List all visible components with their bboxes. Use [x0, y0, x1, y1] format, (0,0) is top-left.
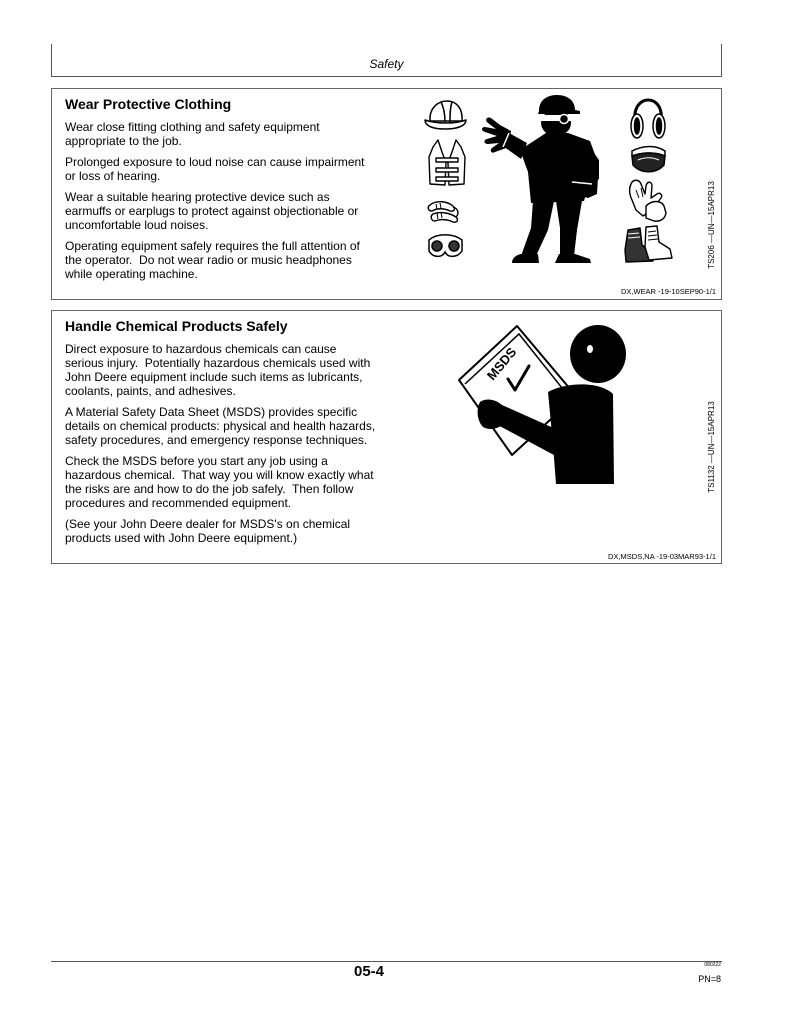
reference-code: DX,MSDS,NA -19-03MAR93-1/1 — [608, 552, 716, 561]
paragraph — [65, 517, 375, 545]
text-line: Operating equipment safely requires the full attention of — [65, 239, 360, 253]
section-body — [65, 342, 375, 552]
face-shield-icon — [632, 147, 665, 172]
paragraph — [65, 405, 375, 447]
text-line: Wear close fitting clothing and safety equipment — [65, 120, 320, 134]
figure-code: TS1132 —UN—15APR13 — [707, 401, 716, 493]
paragraph — [65, 155, 365, 183]
paragraph — [65, 342, 375, 398]
section-wear-protective-clothing — [51, 88, 722, 300]
text-line: A Material Safety Data Sheet (MSDS) provides specific — [65, 405, 358, 419]
text-line: procedures and recommended equipment. — [65, 496, 292, 510]
reference-code: DX,WEAR -19-10SEP90-1/1 — [620, 287, 716, 296]
hard-hat-icon — [425, 101, 466, 129]
running-header — [51, 44, 722, 77]
work-gloves-icon — [630, 180, 666, 221]
text-line: Wear a suitable hearing protective device such as — [65, 190, 330, 204]
eye — [587, 345, 593, 353]
text-line: safety procedures, and emergency response techniques. — [65, 433, 368, 447]
msds-illustration — [450, 318, 635, 490]
section-body — [65, 120, 365, 288]
text-line: earmuffs or earplugs to protect against objectionable or — [65, 204, 359, 218]
earplugs-icon — [428, 202, 458, 222]
text-line: uncomfortable loud noises. — [65, 218, 209, 232]
text-line: or loss of hearing. — [65, 169, 161, 183]
text-line: John Deere equipment include such items as lubricants, — [65, 370, 363, 384]
safety-boots-icon — [625, 226, 672, 262]
section-handle-chemical-products — [51, 310, 722, 564]
paragraph — [65, 190, 365, 232]
safety-goggles-icon — [429, 235, 462, 257]
text-line: (See your John Deere dealer for MSDS's on chemical — [65, 517, 351, 531]
earmuffs-icon — [631, 100, 665, 138]
text-line: serious injury. Potentially hazardous chemicals used with — [65, 356, 371, 370]
section-title: Handle Chemical Products Safely — [65, 318, 288, 334]
header-title: Safety — [369, 57, 404, 71]
text-line: the operator. Do not wear radio or music headphones — [65, 253, 352, 267]
paragraph — [65, 120, 365, 148]
page-number: 05-4 — [354, 963, 385, 980]
text-line: appropriate to the job. — [65, 134, 182, 148]
figure-code: TS206 —UN—15APR13 — [707, 181, 716, 269]
text-line: hazardous chemical. That way you will know exactly what — [65, 468, 374, 482]
protective-equipment-illustration — [415, 92, 680, 267]
text-line: details on chemical products: physical and health hazards, — [65, 419, 376, 433]
section-title: Wear Protective Clothing — [65, 96, 232, 112]
text-line: coolants, paints, and adhesives. — [65, 384, 236, 398]
footer-divider — [51, 961, 722, 962]
text-line: Check the MSDS before you start any job using a — [65, 454, 328, 468]
paragraph — [65, 239, 365, 281]
print-code: 080222 — [704, 962, 721, 968]
paragraph — [65, 454, 375, 510]
text-line: the risks are and how to do the job safely. Then follow — [65, 482, 354, 496]
msds-label: MSDS — [483, 344, 520, 383]
text-line: Direct exposure to hazardous chemicals can cause — [65, 342, 337, 356]
text-line: products used with John Deere equipment.) — [65, 531, 298, 545]
text-line: Prolonged exposure to loud noise can cause impairment — [65, 155, 365, 169]
pn-code: PN=8 — [698, 974, 721, 984]
text-line: while operating machine. — [65, 267, 198, 281]
worker-figure — [482, 95, 599, 263]
safety-vest-icon — [429, 140, 465, 185]
